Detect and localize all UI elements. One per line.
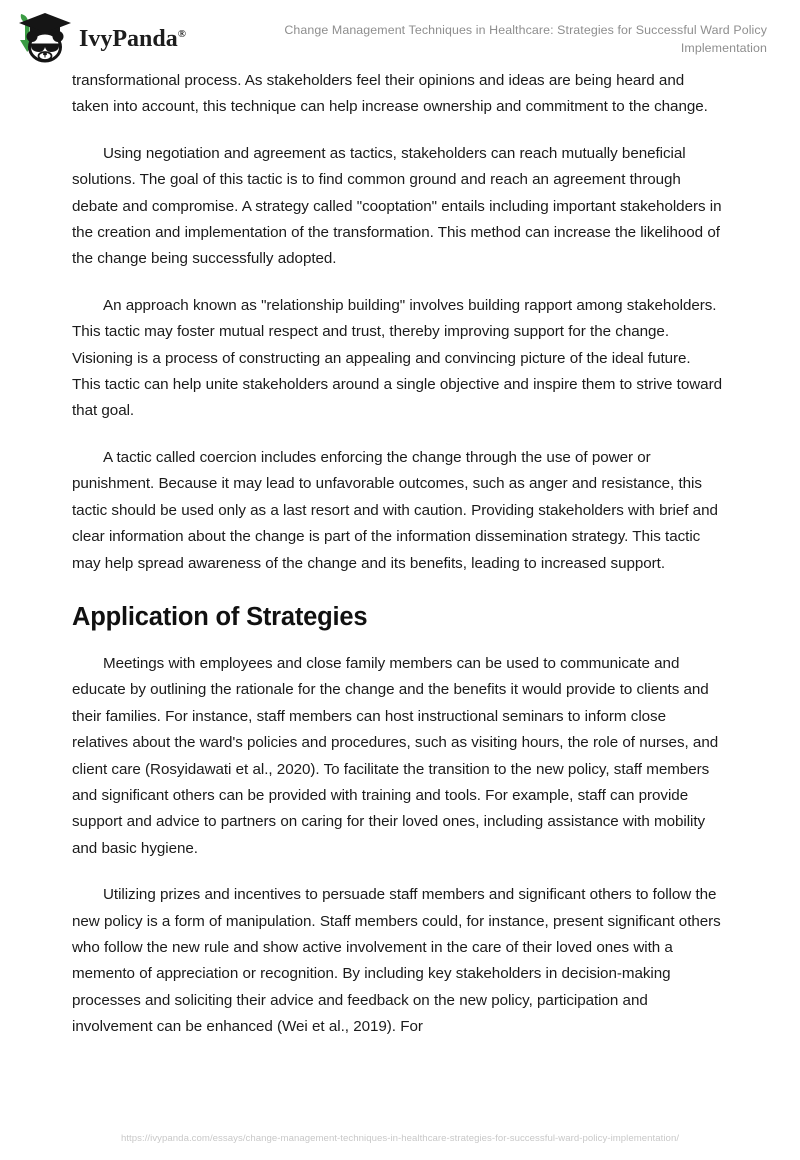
paragraph: Meetings with employees and close family members can be used to communicate and educate by outlining the rationale for the change and the benefits it would provide to clients and their families. For instance, staff members can host instructional seminars to inform close relatives about the ward's policies and procedures, such as visiting hours, the role of nurses, and client care (Rosyidawati et al., 2020). To facilitate the transition to the new policy, staff members and significant others can be provided with training and tools. For example, staff can provide support and advice to partners on caring for their loved ones, including assistance with mobility and basic hygiene. (72, 654, 719, 857)
section-heading: Application of Strategies (72, 602, 368, 631)
brand-name-text: IvyPanda (79, 26, 178, 52)
paragraph: A tactic called coercion includes enforcing the change through the use of power or punishment. Because it may lead to unfavorable outcomes, such as anger and resistance, this tactic should be used only as a last resort and with caution. Providing stakeholders with brief and clear information about the change is part of the information dissemination strategy. This tactic may help spread awareness of the change and its benefits, leading to increased support. (72, 448, 718, 572)
brand-lockup[interactable] (17, 12, 186, 64)
source-url-text: https://ivypanda.com/essays/change-management-techniques-in-healthcare-strategies-for-successful-ward-policy-implementation/ (120, 1133, 680, 1144)
paragraph: Using negotiation and agreement as tactics, stakeholders can reach mutually beneficial solutions. The goal of this tactic is to find common ground and reach an agreement through debate and compromise. A strategy called "cooptation" entails including important stakeholders in the creation and implementation of the transformation. This method can increase the likelihood of the change being successfully adopted. (72, 144, 722, 268)
registered-trademark-icon: ® (177, 28, 186, 40)
page-footer (0, 1128, 800, 1146)
article-body (72, 68, 722, 1061)
panda-graduate-logo-icon (17, 12, 73, 64)
paragraph: Utilizing prizes and incentives to persuade staff members and significant others to follow the new policy is a form of manipulation. Staff members could, for instance, present significant others who follow the new rule and show active involvement in the care of their loved ones with a memento of appreciation or recognition. By including key stakeholders in decision-making processes and soliciting their advice and feedback on the new policy, participation and involvement can be enhanced (Wei et al., 2019). For (72, 886, 721, 1036)
brand-wordmark (79, 27, 186, 51)
paragraph: An approach known as "relationship building" involves building rapport among stakeholders. This tactic may foster mutual respect and trust, thereby improving support for the change. Visioning is a process of constructing an appealing and convincing picture of the ideal future. This tactic can help unite stakeholders around a single objective and inspire them to strive toward that goal. (72, 296, 722, 420)
paragraph: transformational process. As stakeholders feel their opinions and ideas are being heard and taken into account, this technique can help increase ownership and commitment to the change. (72, 72, 708, 116)
page-header (0, 0, 800, 68)
running-header-document-title: Change Management Techniques in Healthcare: Strategies for Successful Ward Policy Implementation (284, 23, 767, 55)
